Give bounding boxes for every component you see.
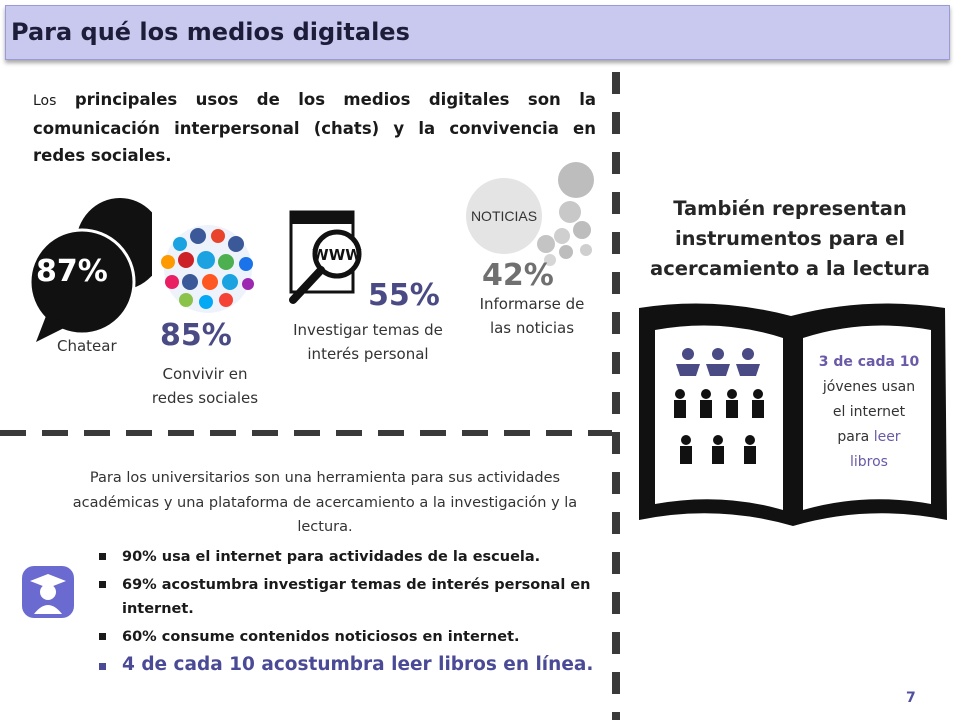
stat-news-value: 42% bbox=[482, 258, 554, 293]
stat-social-label bbox=[140, 362, 270, 410]
bullet-item: 90% usa el internet para actividades de la escuela. bbox=[96, 545, 596, 569]
title-bar bbox=[5, 5, 950, 60]
graduate-icon bbox=[22, 566, 74, 618]
stat-research-label-line1: Investigar temas de bbox=[293, 321, 443, 339]
stat-news-label-line2: las noticias bbox=[489, 319, 575, 337]
book-line4-post: leer bbox=[873, 429, 901, 445]
stat-social-label-line1: Convivir en bbox=[162, 365, 248, 383]
young-readers-icons bbox=[668, 346, 778, 466]
vertical-divider bbox=[612, 72, 620, 720]
stat-news-label-line1: Informarse de bbox=[479, 295, 585, 313]
stat-social-value: 85% bbox=[160, 318, 232, 353]
reading-title: También representan instrumentos para el acercamiento a la lectura bbox=[650, 197, 930, 280]
book-line2: jóvenes usan bbox=[822, 379, 916, 395]
book-line4 bbox=[808, 425, 930, 450]
university-bullets bbox=[96, 545, 596, 681]
university-paragraph: Para los universitarios son una herramienta para sus actividades académicas y una plataforma de acercamiento a la investigación y la lectura. bbox=[72, 470, 578, 535]
stat-chat-value: 87% bbox=[36, 254, 108, 289]
noticias-bubbles-icon bbox=[466, 160, 596, 270]
bullet-item: 60% consume contenidos noticiosos en internet. bbox=[96, 625, 596, 649]
bullet-item-highlight: 4 de cada 10 acostumbra leer libros en línea. bbox=[96, 653, 596, 677]
intro-text: principales usos de los medios digitales son la comunicación interpersonal (chats) y la convivencia en redes sociales. bbox=[33, 90, 596, 165]
horizontal-divider bbox=[0, 430, 612, 436]
bullet-item: 69% acostumbra investigar temas de interés personal en internet. bbox=[96, 573, 596, 621]
stat-chat-label: Chatear bbox=[57, 337, 117, 355]
book-line3: el internet bbox=[832, 404, 906, 420]
page-title: Para qué los medios digitales bbox=[11, 18, 410, 46]
social-media-icons-cluster bbox=[150, 222, 268, 316]
stat-social-label-line2: redes sociales bbox=[151, 389, 259, 407]
intro-lead: Los bbox=[33, 93, 57, 109]
page-number: 7 bbox=[906, 690, 916, 706]
book-highlight: 3 de cada 10 bbox=[818, 354, 920, 370]
stat-news-label bbox=[462, 292, 602, 340]
www-magnifier-icon bbox=[285, 210, 375, 305]
stat-research-label-line2: interés personal bbox=[307, 345, 429, 363]
www-badge: WWW bbox=[312, 246, 362, 264]
book-line5: libros bbox=[850, 454, 888, 470]
stat-research-label bbox=[282, 318, 454, 366]
book-line4-pre: para bbox=[837, 429, 870, 445]
stat-research-value: 55% bbox=[368, 278, 440, 313]
noticias-badge: NOTICIAS bbox=[470, 208, 538, 224]
intro-paragraph bbox=[33, 86, 596, 169]
book-stat-text bbox=[808, 350, 930, 475]
